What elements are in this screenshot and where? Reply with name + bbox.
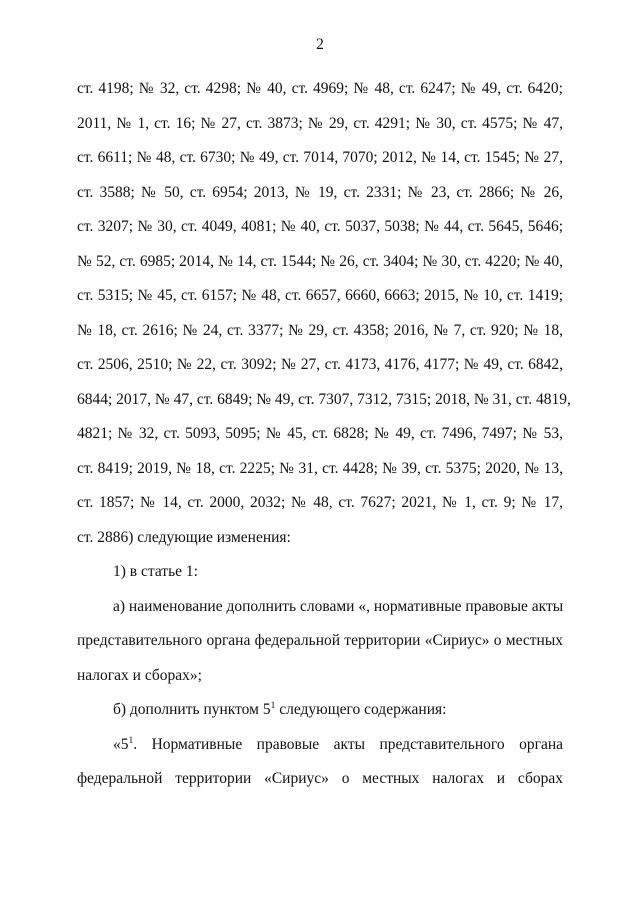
item-article-1: 1) в статье 1: [113, 563, 198, 580]
subitem-b-text-tail: следующего содержания: [275, 701, 447, 718]
subitem-b-line [77, 693, 563, 728]
quoted-paragraph-number: «5 [113, 735, 129, 753]
text-line: № 18, ст. 2616; № 24, ст. 3377; № 29, ст. 4358; 2016, № 7, ст. 920; № 18, [77, 321, 563, 339]
document-body [77, 72, 571, 797]
subitem-b-text: б) дополнить пунктом 5 [113, 701, 271, 718]
subitem-a-line: представительного органа федеральной территории «Сириус» о местных [77, 632, 563, 649]
text-line: ст. 2506, 2510; № 22, ст. 3092; № 27, ст. 4173, 4176, 4177; № 49, ст. 6842, [77, 356, 563, 373]
text-line: 6844; 2017, № 47, ст. 6849; № 49, ст. 7307, 7312, 7315; 2018, № 31, ст. 4819, [77, 390, 571, 408]
quoted-paragraph-line: федеральной территории «Сириус» о местных налогах и сборах [77, 770, 563, 787]
superscript-marker: 1 [270, 701, 276, 711]
text-line: ст. 4198; № 32, ст. 4298; № 40, ст. 4969; № 48, ст. 6247; № 49, ст. 6420; [77, 80, 563, 97]
text-line: ст. 1857; № 14, ст. 2000, 2032; № 48, ст. 7627; 2021, № 1, ст. 9; № 17, [77, 494, 563, 511]
subitem-a-line: налогах и сборах»; [77, 666, 202, 684]
quoted-paragraph-line [77, 728, 563, 763]
text-line: ст. 8419; 2019, № 18, ст. 2225; № 31, ст. 4428; № 39, ст. 5375; 2020, № 13, [77, 459, 563, 477]
text-line: 2011, № 1, ст. 16; № 27, ст. 3873; № 29, ст. 4291; № 30, ст. 4575; № 47, [77, 114, 563, 132]
page-number: 2 [316, 36, 324, 53]
quoted-paragraph-text: . Нормативные правовые акты представительного органа [133, 735, 563, 753]
text-line: ст. 6611; № 48, ст. 6730; № 49, ст. 7014, 7070; 2012, № 14, ст. 1545; № 27, [77, 149, 563, 166]
text-line: ст. 2886) следующие изменения: [77, 528, 291, 546]
superscript-marker: 1 [128, 735, 134, 746]
subitem-a-line: а) наименование дополнить словами «, нормативные правовые акты [113, 597, 564, 615]
text-line: № 52, ст. 6985; 2014, № 14, ст. 1544; № 26, ст. 3404; № 30, ст. 4220; № 40, [77, 252, 563, 270]
text-line: ст. 3588; № 50, ст. 6954; 2013, № 19, ст. 2331; № 23, ст. 2866; № 26, [77, 183, 563, 201]
text-line: ст. 3207; № 30, ст. 4049, 4081; № 40, ст. 5037, 5038; № 44, ст. 5645, 5646; [77, 218, 563, 235]
text-line: ст. 5315; № 45, ст. 6157; № 48, ст. 6657, 6660, 6663; 2015, № 10, ст. 1419; [77, 287, 563, 304]
text-line: 4821; № 32, ст. 5093, 5095; № 45, ст. 6828; № 49, ст. 7496, 7497; № 53, [77, 425, 563, 442]
